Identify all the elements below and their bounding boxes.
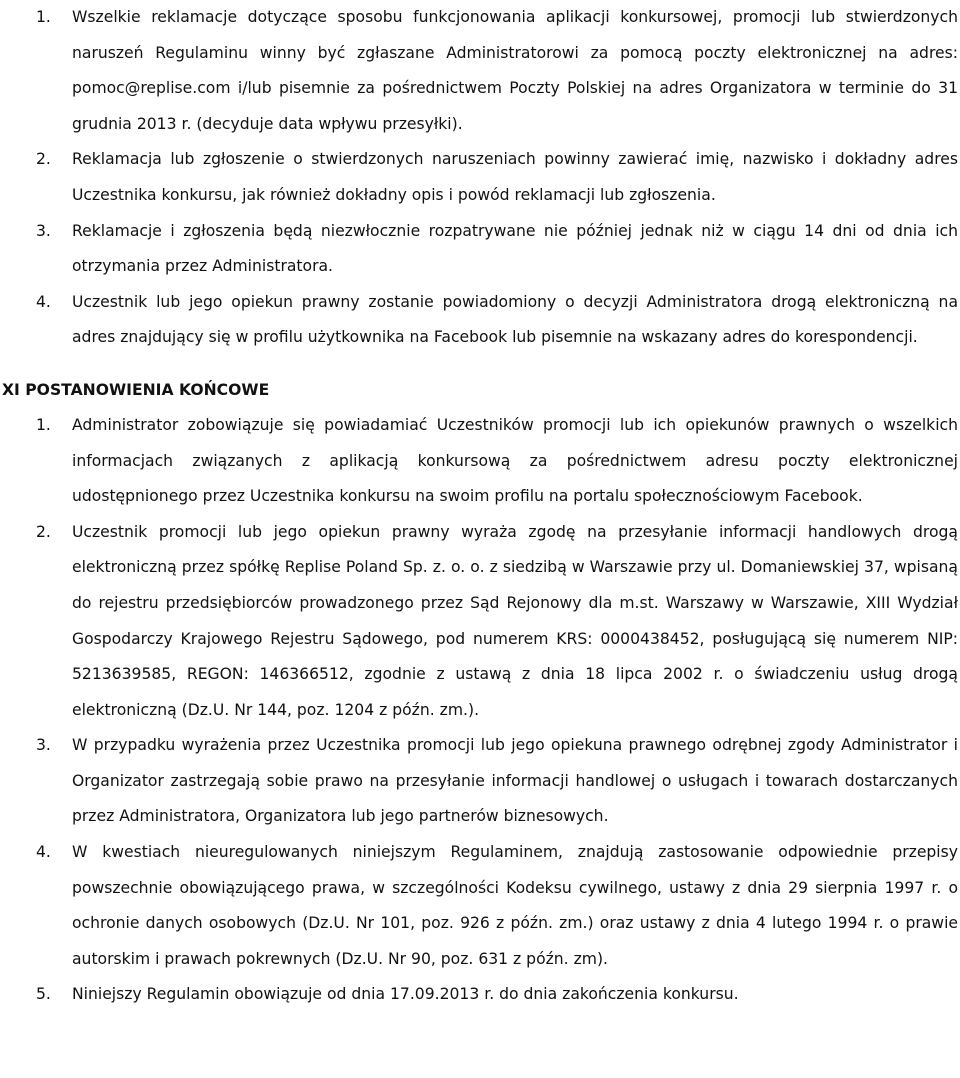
item-number: 2. — [36, 522, 51, 541]
item-text: Uczestnik promocji lub jego opiekun prawny wyraża zgodę na przesyłanie informacji handlowych drogą elektroniczną przez spółkę Replise Poland Sp. z. o. o. z siedzibą w Warszawie przy ul. Domaniewskiej 37, wpisaną do rejestru przedsiębiorców prowadzonego przez Sąd Rejonowy dla m.st. Warszawy w Warszawie, XIII Wydział Gospodarczy Krajowego Rejestru Sądowego, pod numerem KRS: 0000438452, posługującą się numerem NIP: 5213639585, REGON: 146366512, zgodnie z ustawą z dnia 18 lipca 2002 r. o świadczeniu usług drogą elektroniczną (Dz.U. Nr 144, poz. 1204 z późn. zm.). — [72, 522, 958, 719]
list-item — [0, 214, 958, 285]
item-number: 1. — [36, 415, 51, 434]
item-text: W przypadku wyrażenia przez Uczestnika promocji lub jego opiekuna prawnego odrębnej zgody Administrator i Organizator zastrzegają sobie prawo na przesyłanie informacji handlowej o usługach i towarach dostarczanych przez Administratora, Organizatora lub jego partnerów biznesowych. — [72, 736, 958, 826]
list-item — [0, 0, 958, 142]
item-number: 3. — [36, 736, 51, 755]
item-text: Wszelkie reklamacje dotyczące sposobu funkcjonowania aplikacji konkursowej, promocji lub stwierdzonych naruszeń Regulaminu winny być zgłaszane Administratorowi za pomocą poczty elektronicznej na adres: pomoc@replise.com i/lub pisemnie za pośrednictwem Poczty Polskiej na adres Organizatora w terminie do 31 grudnia 2013 r. (decyduje data wpływu przesyłki). — [72, 8, 958, 133]
section-heading: XI POSTANOWIENIA KOŃCOWE — [2, 380, 270, 399]
item-number: 1. — [36, 8, 51, 26]
item-text: Niniejszy Regulamin obowiązuje od dnia 17.09.2013 r. do dnia zakończenia konkursu. — [72, 985, 739, 1004]
list-item — [0, 515, 958, 729]
item-number: 4. — [36, 843, 51, 862]
item-text: Administrator zobowiązuje się powiadamiać Uczestników promocji lub ich opiekunów prawnych o wszelkich informacjach związanych z aplikacją konkursową za pośrednictwem adresu poczty elektronicznej udostępnionego przez Uczestnika konkursu na swoim profilu na portalu społecznościowym Facebook. — [72, 415, 958, 506]
item-text: W kwestiach nieuregulowanych niniejszym Regulaminem, znajdują zastosowanie odpowiednie przepisy powszechnie obowiązującego prawa, w szczególności Kodeksu cywilnego, ustawy z dnia 29 sierpnia 1997 r. o ochronie danych osobowych (Dz.U. Nr 101, poz. 926 z późn. zm.) oraz ustawy z dnia 4 lutego 1994 r. o prawie autorskim i prawach pokrewnych (Dz.U. Nr 90, poz. 631 z późn. zm). — [72, 843, 958, 968]
list-item — [0, 835, 958, 977]
item-number: 3. — [36, 221, 51, 240]
item-text: Reklamacje i zgłoszenia będą niezwłocznie rozpatrywane nie później jednak niż w ciągu 14 dni od dnia ich otrzymania przez Administratora. — [72, 221, 958, 276]
item-number: 5. — [36, 985, 51, 1004]
list-item — [0, 142, 958, 213]
item-text: Reklamacja lub zgłoszenie o stwierdzonych naruszeniach powinny zawierać imię, nazwisko i dokładny adres Uczestnika konkursu, jak również dokładny opis i powód reklamacji lub zgłoszenia. — [72, 150, 958, 204]
complaints-list — [0, 0, 958, 356]
final-provisions-list — [0, 408, 958, 1013]
list-item — [0, 728, 958, 835]
list-item — [0, 408, 958, 515]
list-item — [0, 977, 958, 1013]
item-text: Uczestnik lub jego opiekun prawny zostanie powiadomiony o decyzji Administratora drogą elektroniczną na adres znajdujący się w profilu użytkownika na Facebook lub pisemnie na wskazany adres do korespondencji. — [72, 292, 958, 347]
list-item — [0, 285, 958, 356]
item-number: 2. — [36, 150, 51, 169]
item-number: 4. — [36, 292, 51, 311]
